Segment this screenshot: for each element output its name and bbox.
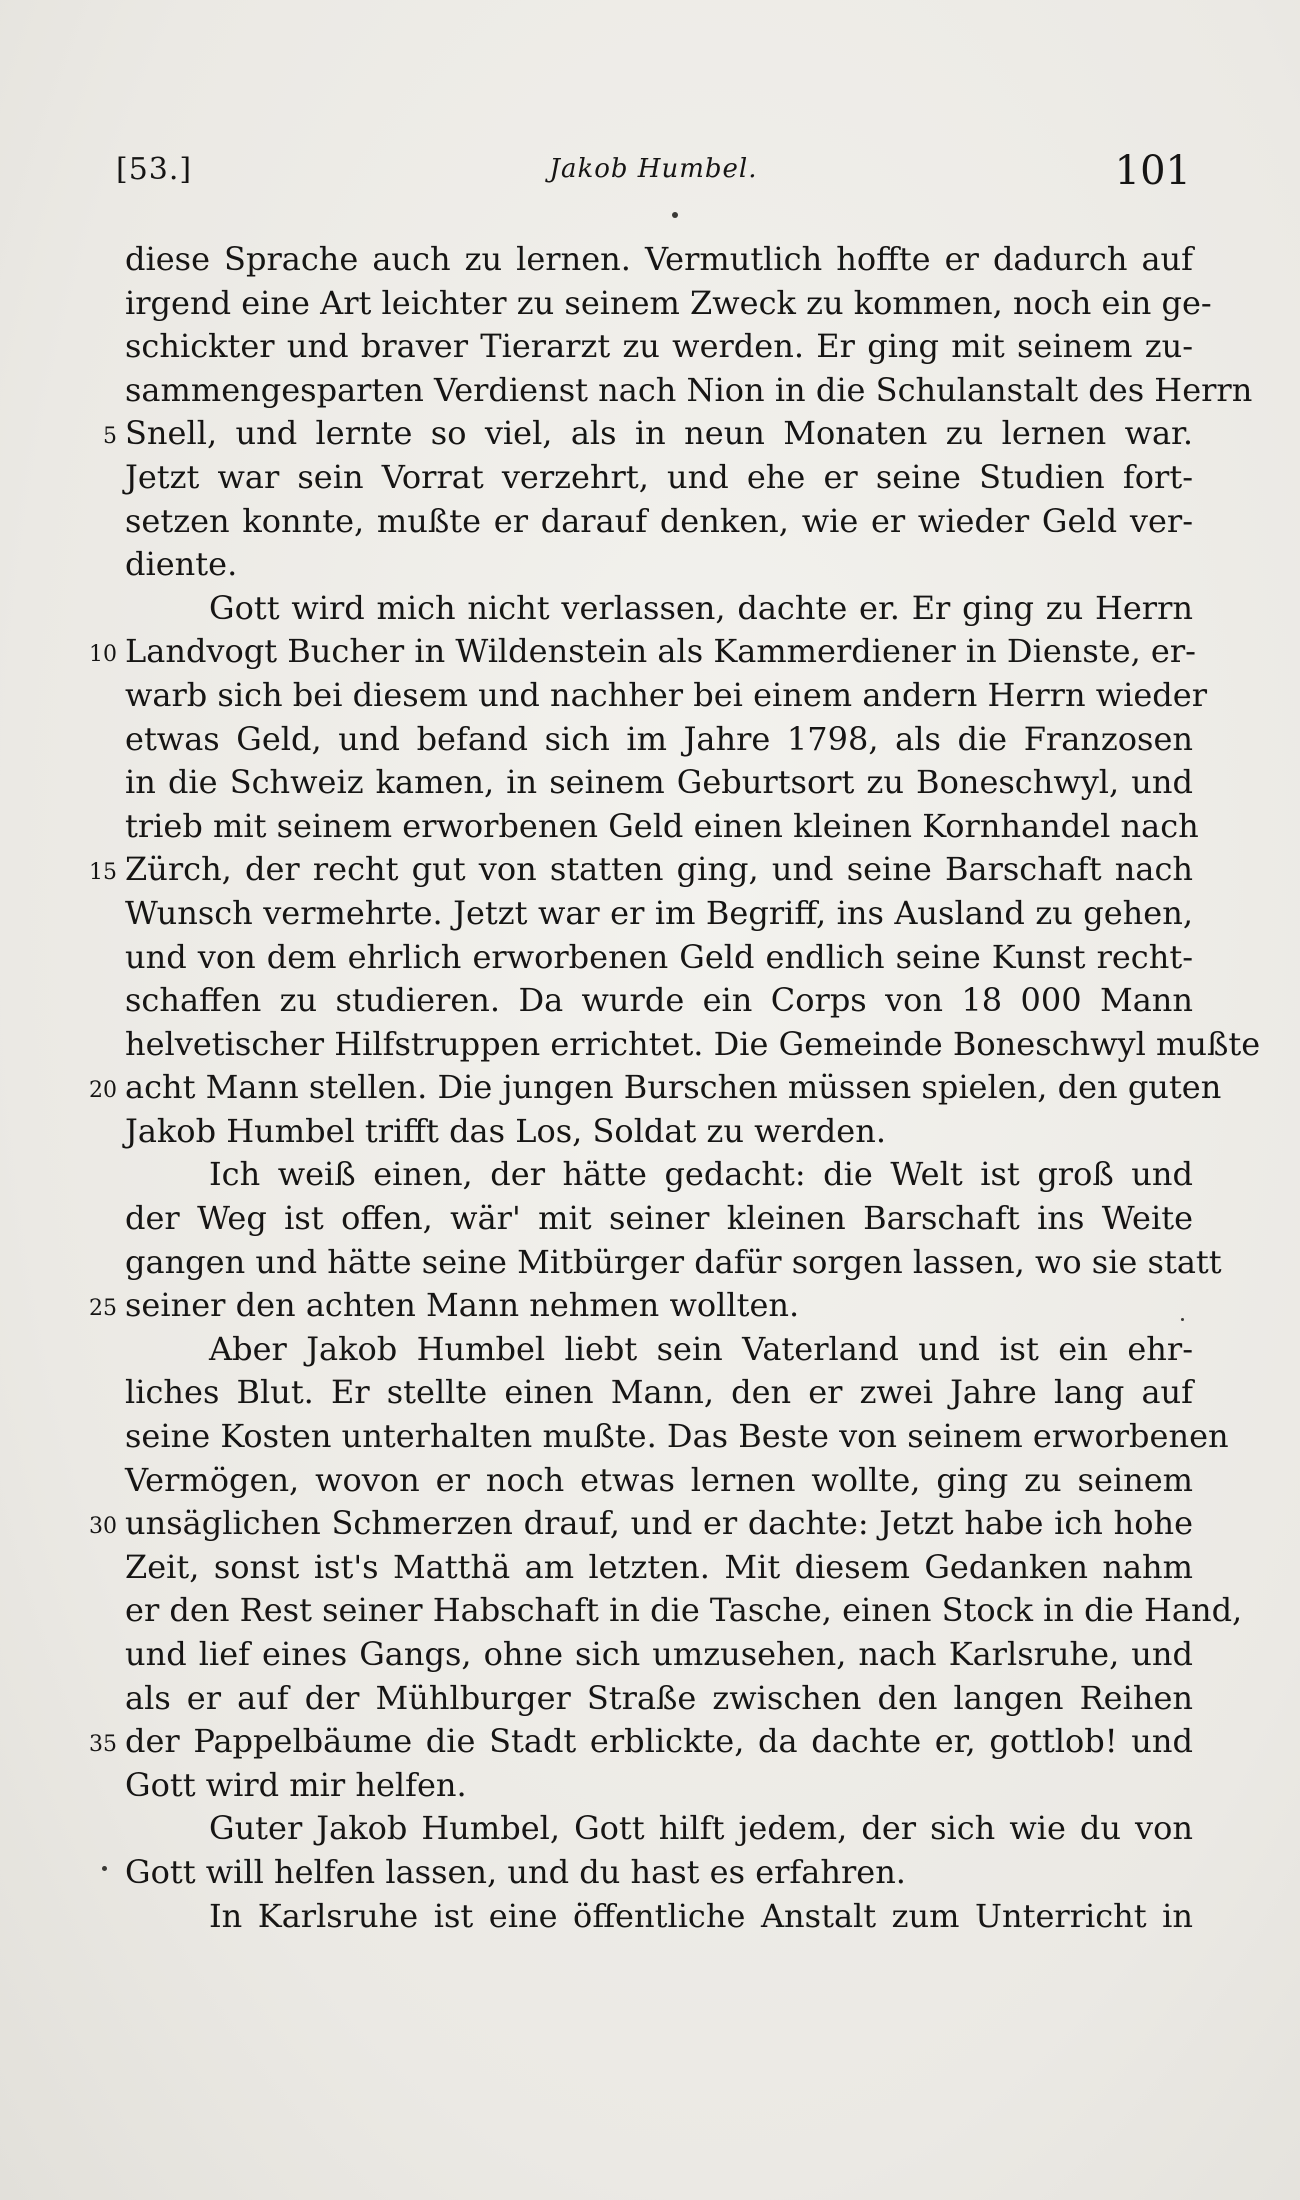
text-line bbox=[89, 1066, 1222, 1110]
line-text: unsäglichen Schmerzen drauf, und er dachte: Jetzt habe ich hohe bbox=[125, 1504, 1193, 1543]
text-line bbox=[125, 1197, 1193, 1241]
text-line bbox=[125, 1241, 1222, 1285]
text-line bbox=[125, 282, 1212, 326]
text-line bbox=[125, 892, 1193, 936]
text-line bbox=[125, 1895, 1193, 1939]
text-line bbox=[125, 587, 1193, 631]
text-line bbox=[125, 718, 1193, 762]
line-text: der Weg ist offen, wär' mit seiner kleinen Barschaft ins Weite bbox=[125, 1199, 1193, 1238]
line-text: In Karlsruhe ist eine öffentliche Anstalt zum Unterricht in bbox=[209, 1896, 1193, 1935]
text-line bbox=[125, 936, 1193, 980]
line-text: und lief eines Gangs, ohne sich umzusehen, nach Karlsruhe, und bbox=[125, 1635, 1193, 1673]
line-text: Jakob Humbel trifft das Los, Soldat zu werden. bbox=[125, 1111, 886, 1150]
text-line bbox=[125, 1371, 1193, 1415]
line-text: Gott wird mich nicht verlassen, dachte er. Er ging zu Herrn bbox=[209, 588, 1193, 627]
text-line bbox=[125, 1328, 1193, 1372]
line-text: liches Blut. Er stellte einen Mann, den er zwei Jahre lang auf bbox=[125, 1373, 1193, 1412]
line-text: Gott will helfen lassen, und du hast es erfahren. bbox=[125, 1852, 906, 1891]
line-text: etwas Geld, und befand sich im Jahre 1798, als die Franzosen bbox=[125, 719, 1193, 758]
text-line bbox=[125, 238, 1193, 282]
line-text: Wunsch vermehrte. Jetzt war er im Begriff, ins Ausland zu gehen, bbox=[125, 893, 1193, 932]
print-speck bbox=[1181, 1318, 1184, 1321]
line-number: 15 bbox=[89, 860, 117, 886]
text-line bbox=[89, 1502, 1193, 1546]
line-text: Landvogt Bucher in Wildenstein als Kammerdiener in Dienste, er- bbox=[125, 632, 1196, 671]
line-text: Aber Jakob Humbel liebt sein Vaterland und ist ein ehr- bbox=[209, 1329, 1193, 1368]
line-text: irgend eine Art leichter zu seinem Zweck zu kommen, noch ein ge- bbox=[125, 283, 1212, 322]
line-number: 30 bbox=[89, 1514, 117, 1540]
page-number: 101 bbox=[1114, 148, 1191, 194]
line-text: Ich weiß einen, der hätte gedacht: die Welt ist groß und bbox=[209, 1155, 1193, 1194]
text-line bbox=[125, 761, 1193, 805]
text-line bbox=[89, 1284, 1193, 1328]
line-text: seine Kosten unterhalten mußte. Das Beste von seinem erworbenen bbox=[125, 1417, 1229, 1456]
line-text: schaffen zu studieren. Da wurde ein Corps von 18 000 Mann bbox=[125, 981, 1193, 1020]
text-line bbox=[125, 369, 1253, 413]
line-number: 20 bbox=[89, 1078, 117, 1104]
text-line bbox=[125, 543, 1193, 587]
text-line bbox=[125, 979, 1193, 1023]
line-text: trieb mit seinem erworbenen Geld einen kleinen Kornhandel nach bbox=[125, 806, 1199, 845]
line-text: seiner den achten Mann nehmen wollten. bbox=[125, 1286, 800, 1325]
line-text: Vermögen, wovon er noch etwas lernen wollte, ging zu seinem bbox=[125, 1460, 1193, 1499]
line-text: Jetzt war sein Vorrat verzehrt, und ehe er seine Studien fort- bbox=[125, 457, 1193, 496]
text-line bbox=[125, 1459, 1193, 1503]
text-line bbox=[125, 456, 1193, 500]
line-text: er den Rest seiner Habschaft in die Tasche, einen Stock in die Hand, bbox=[125, 1591, 1243, 1630]
text-line bbox=[89, 630, 1196, 674]
text-line bbox=[125, 500, 1193, 544]
line-number: 25 bbox=[89, 1296, 117, 1322]
line-text: diese Sprache auch zu lernen. Vermutlich hoffte er dadurch auf bbox=[125, 240, 1193, 278]
text-line bbox=[125, 1415, 1229, 1459]
line-text: acht Mann stellen. Die jungen Burschen müssen spielen, den guten bbox=[125, 1068, 1222, 1107]
text-line bbox=[125, 1677, 1193, 1721]
line-text: sammengesparten Verdienst nach Nion in die Schulanstalt des Herrn bbox=[125, 370, 1253, 409]
line-number: 10 bbox=[89, 642, 117, 668]
running-title: Jakob Humbel. bbox=[549, 154, 758, 184]
text-line bbox=[125, 1851, 1193, 1895]
line-number: 5 bbox=[103, 424, 117, 450]
print-speck bbox=[102, 1866, 107, 1871]
text-line bbox=[89, 848, 1193, 892]
line-text: helvetischer Hilfstruppen errichtet. Die Gemeinde Boneschwyl mußte bbox=[125, 1024, 1261, 1063]
line-text: der Pappelbäume die Stadt erblickte, da dachte er, gottlob! und bbox=[125, 1722, 1193, 1761]
text-body bbox=[89, 238, 1261, 1938]
line-text: Zeit, sonst ist's Matthä am letzten. Mit diesem Gedanken nahm bbox=[125, 1547, 1193, 1586]
print-speck bbox=[672, 212, 678, 218]
text-line bbox=[125, 674, 1207, 718]
line-text: als er auf der Mühlburger Straße zwischen den langen Reihen bbox=[125, 1678, 1193, 1717]
text-line bbox=[125, 805, 1199, 849]
line-text: Zürch, der recht gut von statten ging, und seine Barschaft nach bbox=[125, 850, 1193, 889]
line-text: und von dem ehrlich erworbenen Geld endlich seine Kunst recht- bbox=[125, 937, 1193, 976]
text-line bbox=[89, 1720, 1193, 1764]
text-line bbox=[125, 1110, 1193, 1154]
line-text: in die Schweiz kamen, in seinem Geburtsort zu Boneschwyl, und bbox=[125, 763, 1193, 802]
text-line bbox=[125, 1807, 1193, 1851]
text-line bbox=[125, 1589, 1243, 1633]
text-line bbox=[125, 1764, 1193, 1808]
line-number: 35 bbox=[89, 1732, 117, 1758]
text-line bbox=[125, 1633, 1193, 1677]
line-text: warb sich bei diesem und nachher bei einem andern Herrn wieder bbox=[125, 675, 1207, 714]
text-line bbox=[103, 412, 1193, 456]
signature-mark: [53.] bbox=[116, 152, 193, 187]
page-header bbox=[116, 148, 1191, 196]
line-text: Guter Jakob Humbel, Gott hilft jedem, der sich wie du von bbox=[209, 1809, 1193, 1848]
text-line bbox=[125, 325, 1193, 369]
text-line bbox=[125, 1546, 1193, 1590]
line-text: schickter und braver Tierarzt zu werden. Er ging mit seinem zu- bbox=[125, 327, 1193, 366]
text-line bbox=[125, 1153, 1193, 1197]
line-text: diente. bbox=[125, 545, 238, 584]
line-text: Gott wird mir helfen. bbox=[125, 1765, 467, 1804]
line-text: setzen konnte, mußte er darauf denken, wie er wieder Geld ver- bbox=[125, 501, 1193, 540]
text-line bbox=[125, 1023, 1261, 1067]
line-text: gangen und hätte seine Mitbürger dafür sorgen lassen, wo sie statt bbox=[125, 1242, 1222, 1281]
line-text: Snell, und lernte so viel, als in neun Monaten zu lernen war. bbox=[125, 414, 1193, 453]
